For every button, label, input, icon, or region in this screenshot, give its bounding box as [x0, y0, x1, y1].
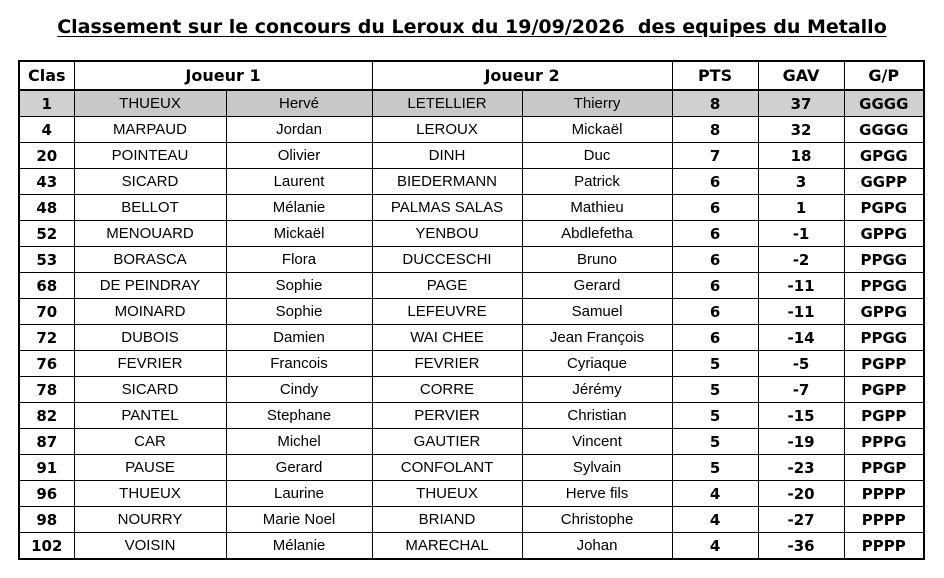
cell-player2-lastname: PALMAS SALAS [372, 195, 522, 221]
header-pts: PTS [672, 61, 758, 90]
table-row [19, 169, 924, 195]
cell-pts: 4 [672, 507, 758, 533]
cell-player2-firstname: Mathieu [522, 195, 672, 221]
cell-clas: 78 [19, 377, 74, 403]
cell-gav: -23 [758, 455, 844, 481]
cell-player2-lastname: BRIAND [372, 507, 522, 533]
cell-clas: 91 [19, 455, 74, 481]
cell-player1-lastname: BELLOT [74, 195, 226, 221]
cell-player2-lastname: WAI CHEE [372, 325, 522, 351]
cell-player2-lastname: MARECHAL [372, 533, 522, 560]
cell-clas: 68 [19, 273, 74, 299]
cell-gav: 18 [758, 143, 844, 169]
cell-gav: -5 [758, 351, 844, 377]
cell-player1-firstname: Michel [226, 429, 372, 455]
cell-player1-lastname: DUBOIS [74, 325, 226, 351]
cell-gav: -15 [758, 403, 844, 429]
cell-clas: 98 [19, 507, 74, 533]
cell-clas: 70 [19, 299, 74, 325]
cell-player1-firstname: Gerard [226, 455, 372, 481]
table-row [19, 221, 924, 247]
table-row [19, 143, 924, 169]
cell-clas: 52 [19, 221, 74, 247]
table-row [19, 325, 924, 351]
cell-player2-firstname: Jean François [522, 325, 672, 351]
cell-player2-firstname: Thierry [522, 90, 672, 117]
cell-pts: 6 [672, 247, 758, 273]
cell-player1-firstname: Laurent [226, 169, 372, 195]
cell-player1-lastname: CAR [74, 429, 226, 455]
cell-pts: 5 [672, 403, 758, 429]
table-row [19, 273, 924, 299]
cell-gav: -11 [758, 299, 844, 325]
cell-player2-firstname: Bruno [522, 247, 672, 273]
cell-gp: GPGG [844, 143, 924, 169]
cell-player2-lastname: BIEDERMANN [372, 169, 522, 195]
header-joueur1: Joueur 1 [74, 61, 372, 90]
page-title [0, 14, 944, 40]
cell-pts: 6 [672, 195, 758, 221]
cell-pts: 6 [672, 299, 758, 325]
cell-player1-lastname: NOURRY [74, 507, 226, 533]
cell-player2-lastname: LEFEUVRE [372, 299, 522, 325]
cell-player1-lastname: MENOUARD [74, 221, 226, 247]
header-gav: GAV [758, 61, 844, 90]
cell-gp: PGPP [844, 403, 924, 429]
cell-player2-firstname: Duc [522, 143, 672, 169]
table-row [19, 403, 924, 429]
cell-gav: -20 [758, 481, 844, 507]
cell-player1-firstname: Flora [226, 247, 372, 273]
ranking-table [18, 60, 925, 560]
table-row [19, 117, 924, 143]
cell-player1-firstname: Olivier [226, 143, 372, 169]
cell-clas: 82 [19, 403, 74, 429]
cell-gav: -36 [758, 533, 844, 560]
cell-gp: PPGP [844, 455, 924, 481]
cell-pts: 5 [672, 429, 758, 455]
cell-clas: 53 [19, 247, 74, 273]
cell-player1-lastname: SICARD [74, 169, 226, 195]
table-row [19, 351, 924, 377]
cell-player1-firstname: Mickaël [226, 221, 372, 247]
table-row [19, 507, 924, 533]
table-row [19, 533, 924, 560]
cell-player2-firstname: Jérémy [522, 377, 672, 403]
cell-pts: 6 [672, 325, 758, 351]
cell-gav: 3 [758, 169, 844, 195]
cell-player2-lastname: CORRE [372, 377, 522, 403]
cell-player2-firstname: Abdlefetha [522, 221, 672, 247]
cell-pts: 6 [672, 273, 758, 299]
cell-player1-firstname: Cindy [226, 377, 372, 403]
cell-gp: PGPP [844, 377, 924, 403]
cell-gp: PPGG [844, 247, 924, 273]
cell-player1-firstname: Jordan [226, 117, 372, 143]
cell-player2-firstname: Mickaël [522, 117, 672, 143]
cell-pts: 4 [672, 481, 758, 507]
cell-player1-firstname: Damien [226, 325, 372, 351]
cell-clas: 87 [19, 429, 74, 455]
cell-player1-firstname: Laurine [226, 481, 372, 507]
table-row [19, 481, 924, 507]
page-title-text: Classement sur le concours du Leroux du 19/09/2026 des equipes du Metallo [57, 16, 887, 38]
cell-player2-firstname: Cyriaque [522, 351, 672, 377]
cell-gp: PGPP [844, 351, 924, 377]
cell-pts: 7 [672, 143, 758, 169]
cell-pts: 5 [672, 455, 758, 481]
cell-player1-firstname: Mélanie [226, 195, 372, 221]
cell-pts: 4 [672, 533, 758, 560]
cell-gp: GPPG [844, 221, 924, 247]
cell-player2-firstname: Samuel [522, 299, 672, 325]
cell-pts: 5 [672, 377, 758, 403]
cell-player1-lastname: MARPAUD [74, 117, 226, 143]
cell-player1-firstname: Francois [226, 351, 372, 377]
cell-player2-lastname: LETELLIER [372, 90, 522, 117]
cell-player2-lastname: DINH [372, 143, 522, 169]
cell-player1-firstname: Sophie [226, 273, 372, 299]
cell-player1-lastname: THUEUX [74, 481, 226, 507]
cell-clas: 96 [19, 481, 74, 507]
cell-player1-lastname: POINTEAU [74, 143, 226, 169]
cell-player2-lastname: DUCCESCHI [372, 247, 522, 273]
cell-player2-lastname: LEROUX [372, 117, 522, 143]
cell-player2-firstname: Sylvain [522, 455, 672, 481]
cell-gav: -1 [758, 221, 844, 247]
cell-gav: -14 [758, 325, 844, 351]
cell-player1-firstname: Mélanie [226, 533, 372, 560]
cell-clas: 48 [19, 195, 74, 221]
cell-player2-firstname: Christian [522, 403, 672, 429]
cell-gp: GGPP [844, 169, 924, 195]
table-row [19, 455, 924, 481]
cell-pts: 8 [672, 117, 758, 143]
cell-pts: 6 [672, 169, 758, 195]
cell-player2-lastname: YENBOU [372, 221, 522, 247]
cell-player1-lastname: THUEUX [74, 90, 226, 117]
cell-clas: 1 [19, 90, 74, 117]
cell-player1-lastname: DE PEINDRAY [74, 273, 226, 299]
cell-gav: 32 [758, 117, 844, 143]
table-row [19, 247, 924, 273]
cell-player1-firstname: Hervé [226, 90, 372, 117]
cell-gav: -27 [758, 507, 844, 533]
ranking-rows [19, 90, 924, 559]
cell-gav: 1 [758, 195, 844, 221]
cell-player1-lastname: SICARD [74, 377, 226, 403]
table-row [19, 195, 924, 221]
cell-clas: 20 [19, 143, 74, 169]
cell-gp: PGPG [844, 195, 924, 221]
cell-pts: 6 [672, 221, 758, 247]
cell-player1-lastname: PAUSE [74, 455, 226, 481]
cell-player2-firstname: Vincent [522, 429, 672, 455]
header-row [19, 61, 924, 90]
cell-player2-firstname: Christophe [522, 507, 672, 533]
cell-gav: -11 [758, 273, 844, 299]
cell-player1-lastname: PANTEL [74, 403, 226, 429]
cell-gav: 37 [758, 90, 844, 117]
cell-clas: 43 [19, 169, 74, 195]
header-gp: G/P [844, 61, 924, 90]
cell-player2-lastname: GAUTIER [372, 429, 522, 455]
cell-gp: PPGG [844, 273, 924, 299]
cell-player2-lastname: PERVIER [372, 403, 522, 429]
cell-pts: 8 [672, 90, 758, 117]
cell-player2-firstname: Gerard [522, 273, 672, 299]
cell-player2-lastname: FEVRIER [372, 351, 522, 377]
cell-gav: -19 [758, 429, 844, 455]
cell-gp: PPPG [844, 429, 924, 455]
cell-player1-lastname: BORASCA [74, 247, 226, 273]
table-row [19, 299, 924, 325]
cell-player1-lastname: MOINARD [74, 299, 226, 325]
cell-gp: PPPP [844, 507, 924, 533]
cell-player2-firstname: Herve fils [522, 481, 672, 507]
header-joueur2: Joueur 2 [372, 61, 672, 90]
cell-clas: 4 [19, 117, 74, 143]
cell-player2-lastname: CONFOLANT [372, 455, 522, 481]
cell-gp: PPPP [844, 481, 924, 507]
cell-gav: -2 [758, 247, 844, 273]
cell-gav: -7 [758, 377, 844, 403]
cell-clas: 72 [19, 325, 74, 351]
table-row [19, 377, 924, 403]
table-row [19, 429, 924, 455]
cell-player2-firstname: Johan [522, 533, 672, 560]
cell-pts: 5 [672, 351, 758, 377]
cell-gp: GGGG [844, 90, 924, 117]
cell-gp: PPPP [844, 533, 924, 560]
cell-gp: GGGG [844, 117, 924, 143]
cell-player2-firstname: Patrick [522, 169, 672, 195]
cell-player2-lastname: THUEUX [372, 481, 522, 507]
cell-player1-firstname: Stephane [226, 403, 372, 429]
cell-player2-lastname: PAGE [372, 273, 522, 299]
cell-player1-firstname: Marie Noel [226, 507, 372, 533]
cell-player1-firstname: Sophie [226, 299, 372, 325]
table-row [19, 90, 924, 117]
cell-clas: 102 [19, 533, 74, 560]
cell-player1-lastname: FEVRIER [74, 351, 226, 377]
header-clas: Clas [19, 61, 74, 90]
cell-gp: GPPG [844, 299, 924, 325]
cell-clas: 76 [19, 351, 74, 377]
cell-player1-lastname: VOISIN [74, 533, 226, 560]
cell-gp: PPGG [844, 325, 924, 351]
